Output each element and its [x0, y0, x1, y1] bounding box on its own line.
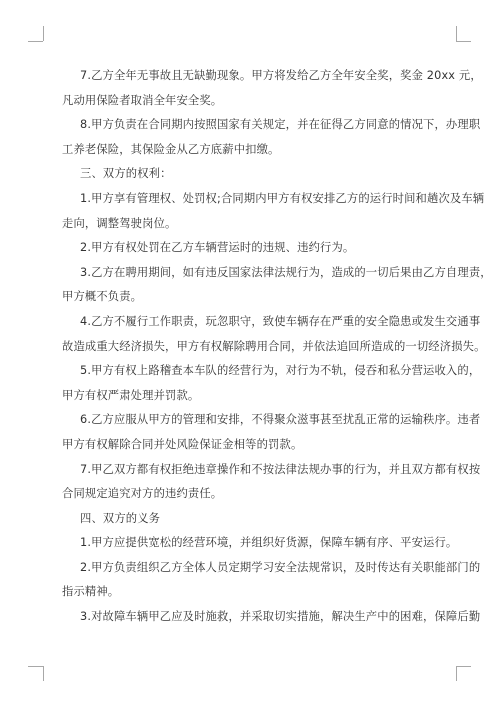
text-line: 走向，调整驾驶岗位。 — [62, 216, 177, 230]
text-line: 故造成重大经济损失，甲方有权解除聘用合同，并依法追回所造成的一切经济损失。 — [62, 339, 486, 353]
text-line: 3.乙方在聘用期间，如有违反国家法律法规行为，造成的一切后果由乙方自理责， — [80, 265, 492, 279]
text-line: 三、双方的权利： — [80, 167, 172, 181]
text-line: 6.乙方应服从甲方的管理和安排，不得聚众滋事甚至扰乱正常的运输秩序。违者 — [80, 413, 481, 427]
text-line: 7.甲乙双方都有权拒绝违章操作和不按法律法规办事的行为，并且双方都有权按 — [80, 462, 481, 476]
text-line: 7.乙方全年无事故且无缺勤现象。甲方将发给乙方全年安全奖，奖金 20xx 元， — [80, 69, 482, 82]
text-line: 2.甲方有权处罚在乙方车辆营运时的违规、违约行为。 — [80, 241, 355, 255]
text-line: 3.对故障车辆甲乙应及时施救，并采取切实措施，解决生产中的困难，保障后勤 — [80, 610, 481, 624]
text-line: 凡动用保险者取消全年安全奖。 — [62, 93, 223, 107]
text-line: 8.甲方负责在合同期内按照国家有关规定，并在征得乙方同意的情况下，办理职 — [80, 118, 481, 132]
text-line: 4.乙方不履行工作职责，玩忽职守，致使车辆存在严重的安全隐患或发生交通事 — [80, 314, 481, 328]
text-line: 甲方概不负责。 — [62, 290, 143, 304]
text-line: 甲方有权严肃处理并罚款。 — [62, 388, 200, 402]
text-line: 工养老保险，其保险金从乙方底薪中扣缴。 — [62, 142, 280, 156]
text-line: 1.甲方应提供宽松的经营环境，并组织好货源，保障车辆有序、平安运行。 — [80, 536, 458, 550]
text-line: 5.甲方有权上路稽查本车队的经营行为，对行为不轨，侵吞和私分营运收入的， — [80, 364, 481, 378]
text-line: 1.甲方享有管理权、处罚权;合同期内甲方有权安排乙方的运行时间和趟次及车辆 — [80, 191, 485, 205]
text-line: 四、双方的义务 — [80, 511, 161, 525]
text-line: 甲方有权解除合同并处风险保证金相等的罚款。 — [62, 437, 303, 451]
text-line: 指示精神。 — [62, 585, 120, 599]
text-line: 2.甲方负责组织乙方全体人员定期学习安全法规常识，及时传达有关职能部门的 — [80, 560, 481, 574]
document-body — [62, 64, 492, 630]
text-line: 合同规定追究对方的违约责任。 — [62, 487, 223, 501]
